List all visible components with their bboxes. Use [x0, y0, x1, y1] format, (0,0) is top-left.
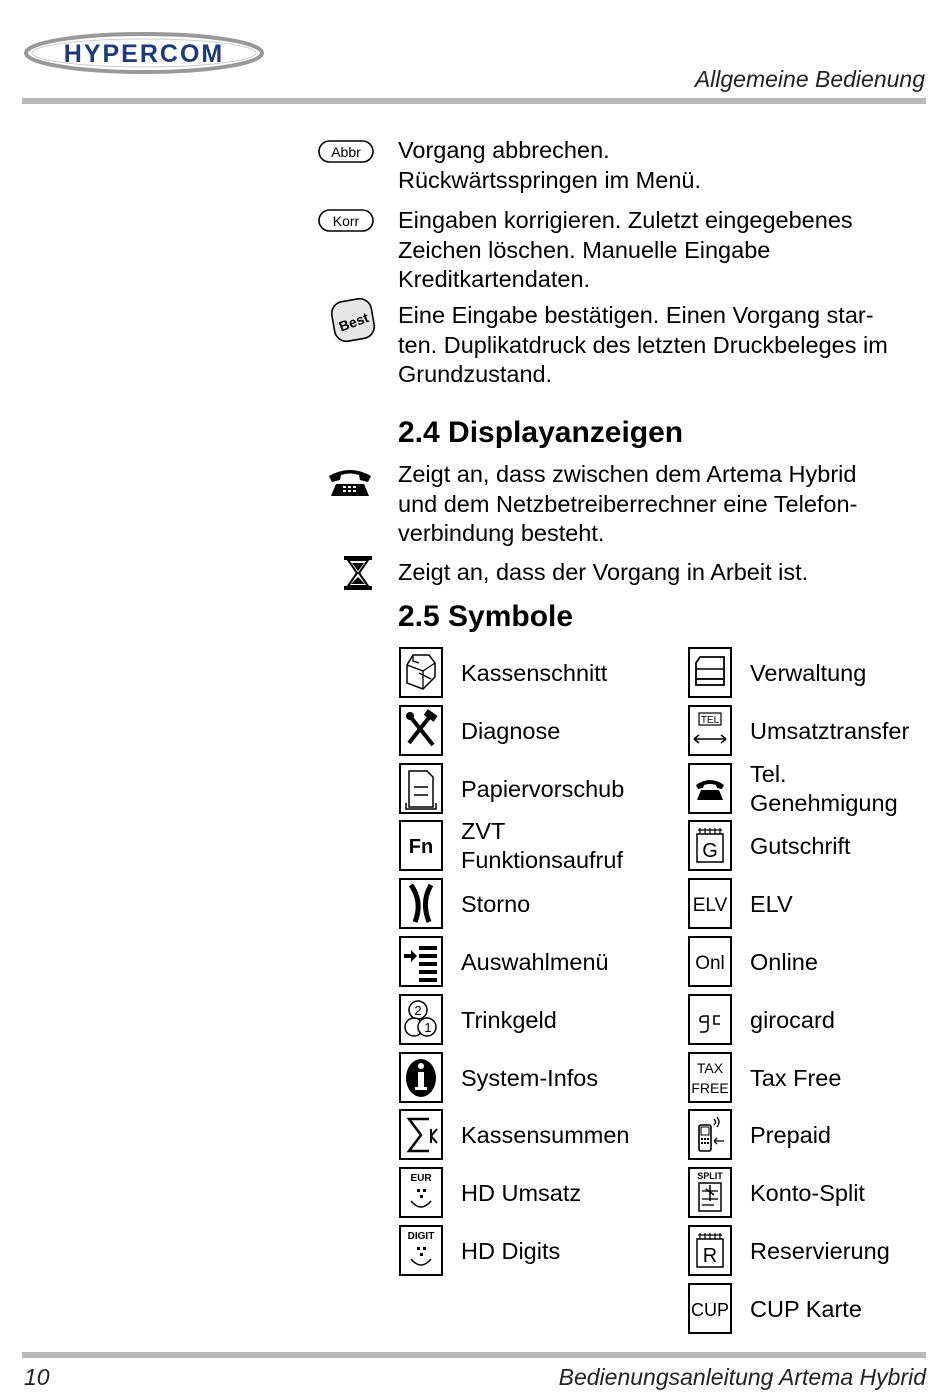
- sigma-icon: [399, 1109, 443, 1160]
- symbol-right-label-3: Gutschrift: [750, 833, 851, 859]
- svg-text:Korr: Korr: [332, 213, 360, 229]
- symbol-right-label-11: CUP Karte: [750, 1296, 862, 1322]
- symbol-left-label-2: Papiervorschub: [461, 776, 625, 802]
- info-icon: [399, 1052, 443, 1103]
- symbol-right-label-4: ELV: [750, 891, 793, 917]
- svg-text:2: 2: [414, 1003, 422, 1018]
- symbol-right-label-6: girocard: [750, 1007, 835, 1033]
- svg-text:1: 1: [424, 1020, 432, 1035]
- tools-icon: [399, 705, 443, 756]
- symbol-right-label-7: Tax Free: [750, 1065, 842, 1091]
- symbol-left-label-1: Diagnose: [461, 718, 561, 744]
- tel-transfer-icon: [688, 705, 732, 756]
- displayanzeigen-heading: 2.4 Displayanzeigen: [398, 416, 684, 449]
- svg-text:DIGIT: DIGIT: [407, 1231, 435, 1242]
- coins-icon: [399, 994, 443, 1045]
- svg-text:Fn: Fn: [408, 836, 434, 858]
- function-key-icon: [399, 820, 443, 871]
- section-title: Allgemeine Bedienung: [694, 66, 925, 92]
- paper-feed-icon: [399, 763, 443, 814]
- symbol-left-label-9: HD Umsatz: [461, 1180, 582, 1206]
- page-number: 10: [24, 1364, 50, 1390]
- symbol-left-label-5: Auswahlmenü: [461, 949, 609, 975]
- cash-register-cut-icon: [399, 647, 443, 698]
- svg-text:Onl: Onl: [695, 953, 725, 974]
- digit-face-icon: [399, 1225, 443, 1276]
- svg-text:Abbr: Abbr: [331, 144, 361, 160]
- symbol-left-label-6: Trinkgeld: [461, 1007, 557, 1033]
- abbr-description: Vorgang abbrechen. Rückwärtsspringen im Menü.: [398, 137, 701, 193]
- telephone-description: Zeigt an, dass zwischen dem Artema Hybrid und dem Netzbetreiberrechner eine Telefon- verbindung besteht.: [398, 461, 858, 546]
- selection-menu-icon: [399, 936, 443, 987]
- footer-rule: [22, 1352, 926, 1358]
- hourglass-description: Zeigt an, dass der Vorgang in Arbeit ist.: [398, 559, 809, 585]
- symbol-left-label-8: Kassensummen: [461, 1122, 630, 1148]
- split-icon: [688, 1167, 732, 1218]
- symbol-right-label-0: Verwaltung: [750, 660, 867, 686]
- symbol-left-label-4: Storno: [461, 891, 531, 917]
- best-key-icon: [329, 296, 377, 349]
- svg-text:HYPERCOM: HYPERCOM: [63, 40, 225, 68]
- abbr-key-icon: [318, 139, 374, 170]
- manual-title: Bedienungsanleitung Artema Hybrid: [558, 1364, 926, 1390]
- telephone-icon: [688, 763, 732, 814]
- girocard-icon: [688, 994, 732, 1045]
- symbol-right-label-10: Reservierung: [750, 1238, 890, 1264]
- symbol-left-label-0: Kassenschnitt: [461, 660, 608, 686]
- prepaid-phone-icon: [688, 1109, 732, 1160]
- korr-key-icon: [318, 208, 374, 239]
- hypercom-logo: [22, 30, 272, 83]
- storno-icon: [399, 878, 443, 929]
- svg-text:CUP: CUP: [690, 1300, 730, 1320]
- svg-text:FREE: FREE: [691, 1080, 729, 1096]
- symbol-right-label-1: Umsatztransfer: [750, 718, 910, 744]
- credit-note-icon: [688, 820, 732, 871]
- best-description: Eine Eingabe bestätigen. Einen Vorgang star- ten. Duplikatdruck des letzten Druckbeleges im Grundzustand.: [398, 302, 888, 387]
- korr-description: Eingaben korrigieren. Zuletzt eingegebenes Zeichen löschen. Manuelle Eingabe Kreditkartendaten.: [398, 207, 853, 292]
- symbol-right-label-9: Konto-Split: [750, 1180, 865, 1206]
- svg-text:TAX: TAX: [696, 1060, 724, 1076]
- reservation-icon: [688, 1225, 732, 1276]
- svg-text:TEL: TEL: [700, 715, 720, 726]
- symbol-right-label-8: Prepaid: [750, 1122, 831, 1148]
- svg-text:Best: Best: [336, 309, 371, 335]
- symbol-left-label-7: System-Infos: [461, 1065, 599, 1091]
- svg-text:SPLIT: SPLIT: [697, 1171, 723, 1181]
- symbol-right-label-2: Tel. Genehmigung: [750, 761, 898, 816]
- svg-text:R: R: [702, 1245, 718, 1267]
- administration-icon: [688, 647, 732, 698]
- cup-icon: [688, 1283, 732, 1334]
- eur-face-icon: [399, 1167, 443, 1218]
- symbole-heading: 2.5 Symbole: [398, 600, 574, 633]
- svg-text:ELV: ELV: [692, 895, 728, 916]
- symbol-left-label-3: ZVT Funktionsaufruf: [461, 818, 623, 873]
- telephone-icon: [326, 464, 374, 503]
- svg-text:G: G: [702, 840, 718, 862]
- elv-icon: [688, 878, 732, 929]
- symbol-right-label-5: Online: [750, 949, 818, 975]
- hourglass-icon: [343, 555, 373, 596]
- symbol-left-label-10: HD Digits: [461, 1238, 561, 1264]
- online-icon: [688, 936, 732, 987]
- tax-free-icon: [688, 1052, 732, 1103]
- svg-text:EUR: EUR: [410, 1173, 432, 1184]
- header-rule: [22, 98, 926, 104]
